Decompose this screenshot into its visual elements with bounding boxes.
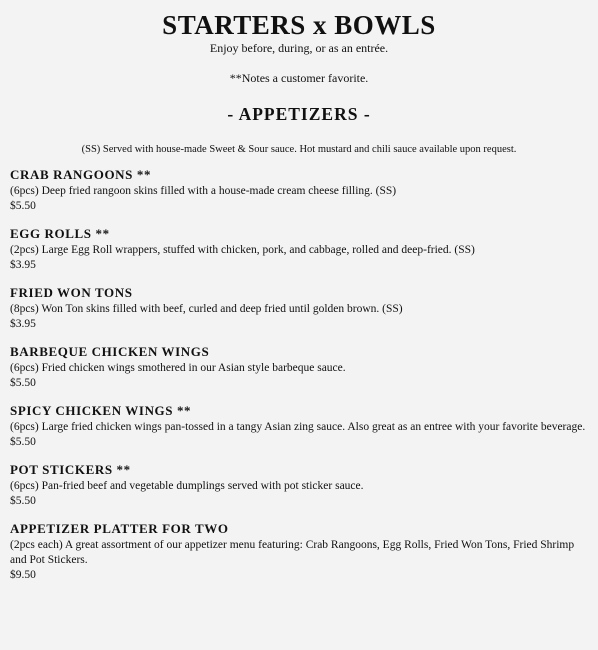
menu-item-name: CRAB RANGOONS ** xyxy=(10,167,152,182)
menu-item-name: BARBEQUE CHICKEN WINGS xyxy=(10,344,210,359)
favorite-note: **Notes a customer favorite. xyxy=(229,71,369,85)
menu-item-description: (2pcs) Large Egg Roll wrappers, stuffed with chicken, pork, and cabbage, rolled and deep-fried. (SS) xyxy=(10,244,475,256)
menu-item-description: (6pcs) Large fried chicken wings pan-tossed in a tangy Asian zing sauce. Also great as an entree with your favorite beverage. xyxy=(10,421,586,433)
section-title-appetizers: - APPETIZERS - xyxy=(227,104,371,124)
menu-item-name: EGG ROLLS ** xyxy=(10,226,110,241)
page-subtitle: Enjoy before, during, or as an entrée. xyxy=(209,41,389,55)
menu-item-description: (6pcs) Fried chicken wings smothered in our Asian style barbeque sauce. xyxy=(10,362,346,374)
menu-item-price: $3.95 xyxy=(10,259,36,271)
menu-item xyxy=(10,284,588,332)
menu-item-name: SPICY CHICKEN WINGS ** xyxy=(10,403,192,418)
menu-header xyxy=(10,0,588,124)
menu-item-price: $5.50 xyxy=(10,436,36,448)
menu-item-name: FRIED WON TONS xyxy=(10,285,133,300)
menu-item xyxy=(10,166,588,214)
menu-item-price: $3.95 xyxy=(10,318,36,330)
menu-item-price: $5.50 xyxy=(10,495,36,507)
page-title: STARTERS x BOWLS xyxy=(162,10,436,40)
menu-item xyxy=(10,402,588,450)
menu-item xyxy=(10,520,588,583)
menu-item-price: $9.50 xyxy=(10,569,36,581)
menu-item xyxy=(10,343,588,391)
menu-item-description: (2pcs each) A great assortment of our appetizer menu featuring: Crab Rangoons, Egg Rolls, Fried Won Tons, Fried Shrimp and Pot Stickers. xyxy=(10,539,575,566)
menu-item-name: POT STICKERS ** xyxy=(10,462,131,477)
menu-item xyxy=(10,461,588,509)
menu-item-description: (6pcs) Pan-fried beef and vegetable dumplings served with pot sticker sauce. xyxy=(10,480,364,492)
menu-item-list xyxy=(10,166,588,583)
menu-item-price: $5.50 xyxy=(10,377,36,389)
section-note: (SS) Served with house-made Sweet & Sour sauce. Hot mustard and chili sauce available upon request. xyxy=(81,144,517,155)
menu-item-price: $5.50 xyxy=(10,200,36,212)
menu-item xyxy=(10,225,588,273)
menu-item-description: (6pcs) Deep fried rangoon skins filled with a house-made cream cheese filling. (SS) xyxy=(10,185,397,197)
menu-item-description: (8pcs) Won Ton skins filled with beef, curled and deep fried until golden brown. (SS) xyxy=(10,303,403,315)
menu-item-name: APPETIZER PLATTER FOR TWO xyxy=(10,521,229,536)
